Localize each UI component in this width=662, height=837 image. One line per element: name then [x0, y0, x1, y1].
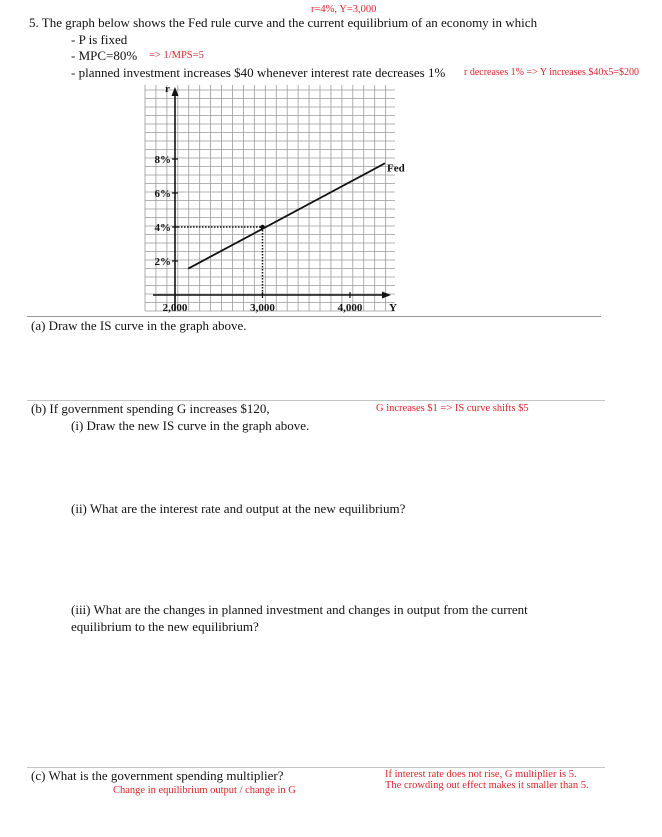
bullet-p-fixed: - P is fixed	[71, 32, 128, 47]
part-a-text: (a) Draw the IS curve in the graph above.	[31, 318, 247, 333]
y-tick-label: 8%	[154, 154, 171, 166]
equilibrium-point	[260, 225, 264, 229]
bullet-investment: - planned investment increases $40 whenever interest rate decreases 1%	[71, 65, 446, 80]
part-b-iii-line1: (iii) What are the changes in planned investment and changes in output from the current	[71, 602, 528, 617]
fed-curve-label: Fed	[387, 162, 405, 175]
graph-grid	[145, 85, 395, 311]
part-b-text: (b) If government spending G increases $120,	[31, 401, 270, 416]
part-c-text: (c) What is the government spending multiplier?	[31, 768, 284, 783]
part-c-annotation-line1: If interest rate does not rise, G multiplier is 5.	[385, 769, 577, 780]
y-tick-label: 4%	[154, 222, 171, 234]
investment-annotation: r decreases 1% => Y increases $40x5=$200	[464, 67, 640, 78]
header-annotation: r=4%, Y=3,000	[311, 4, 377, 15]
graph-marks	[175, 163, 385, 295]
part-c-formula-annotation: Change in equilibrium output / change in G	[113, 785, 296, 796]
part-b-annotation: G increases $1 => IS curve shifts $5	[376, 403, 529, 414]
question-title: 5. The graph below shows the Fed rule curve and the current equilibrium of an economy in which	[29, 15, 538, 30]
graph-labels	[155, 83, 405, 314]
part-b-iii-line2: equilibrium to the new equilibrium?	[71, 619, 259, 634]
x-axis-arrow	[382, 292, 391, 299]
mpc-annotation: => 1/MPS=5	[149, 50, 204, 61]
x-tick-label: 3,000	[250, 302, 275, 314]
fed-rule-line	[188, 163, 385, 268]
y-tick-label: 6%	[154, 188, 171, 200]
y-axis-label: r	[165, 83, 170, 95]
bullet-mpc: - MPC=80%	[71, 48, 138, 63]
x-axis-label: Y	[389, 302, 397, 314]
part-c-annotation-line2: The crowding out effect makes it smaller than 5.	[385, 780, 589, 791]
divider-graph	[27, 316, 601, 317]
part-b-ii-text: (ii) What are the interest rate and output at the new equilibrium?	[71, 501, 406, 516]
x-tick-label: 4,000	[337, 302, 363, 314]
x-tick-label: 2,000	[162, 302, 188, 314]
part-b-i-text: (i) Draw the new IS curve in the graph above.	[71, 418, 310, 433]
y-tick-label: 2%	[154, 256, 171, 268]
